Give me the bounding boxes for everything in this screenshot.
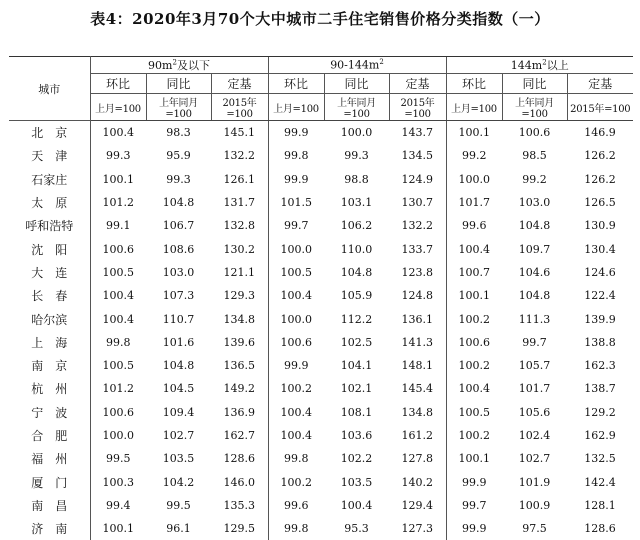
table-row	[9, 354, 633, 377]
city-name: 石家庄	[9, 168, 90, 191]
index-value: 134.8	[211, 307, 268, 330]
index-value: 140.2	[389, 470, 446, 493]
index-value: 99.5	[90, 447, 146, 470]
index-value: 121.1	[211, 261, 268, 284]
index-value: 100.7	[446, 261, 502, 284]
table-row	[9, 168, 633, 191]
index-value: 109.7	[502, 237, 567, 260]
index-value: 99.9	[268, 168, 324, 191]
city-name: 合 肥	[9, 424, 90, 447]
group-header-medium: $90-144m^2$	[268, 57, 446, 74]
index-value: 99.9	[268, 121, 324, 145]
index-value: 100.4	[90, 307, 146, 330]
index-value: 100.2	[268, 470, 324, 493]
index-value: 123.8	[389, 261, 446, 284]
index-value: 99.6	[268, 494, 324, 517]
index-value: 124.6	[567, 261, 633, 284]
subcol-yoy: 同比	[502, 74, 567, 94]
city-name: 长 春	[9, 284, 90, 307]
index-value: 100.6	[268, 331, 324, 354]
index-value: 99.7	[502, 331, 567, 354]
index-value: 127.8	[389, 447, 446, 470]
index-value: 102.4	[502, 424, 567, 447]
city-name: 太 原	[9, 191, 90, 214]
index-value: 104.1	[324, 354, 389, 377]
base-label-fixed: 2015年=100	[389, 94, 446, 121]
city-name: 杭 州	[9, 377, 90, 400]
index-value: 136.5	[211, 354, 268, 377]
table-row	[9, 447, 633, 470]
subcol-fixed-base: 定基	[211, 74, 268, 94]
index-value: 127.3	[389, 517, 446, 540]
index-value: 138.8	[567, 331, 633, 354]
index-value: 106.7	[146, 214, 211, 237]
subcol-fixed-base: 定基	[389, 74, 446, 94]
table-row	[9, 331, 633, 354]
index-value: 131.7	[211, 191, 268, 214]
index-value: 132.2	[389, 214, 446, 237]
index-value: 142.4	[567, 470, 633, 493]
index-value: 103.6	[324, 424, 389, 447]
table-row	[9, 424, 633, 447]
index-value: 100.4	[268, 424, 324, 447]
index-value: 122.4	[567, 284, 633, 307]
index-value: 100.0	[446, 168, 502, 191]
index-value: 100.4	[324, 494, 389, 517]
index-value: 100.0	[324, 121, 389, 145]
index-value: 100.0	[268, 237, 324, 260]
table-row	[9, 284, 633, 307]
index-value: 135.3	[211, 494, 268, 517]
index-value: 100.2	[446, 354, 502, 377]
index-value: 162.9	[567, 424, 633, 447]
index-value: 100.0	[268, 307, 324, 330]
index-value: 130.7	[389, 191, 446, 214]
index-value: 100.0	[90, 424, 146, 447]
index-value: 100.6	[90, 401, 146, 424]
table-row	[9, 237, 633, 260]
index-value: 107.3	[146, 284, 211, 307]
index-value: 100.6	[90, 237, 146, 260]
index-value: 99.7	[446, 494, 502, 517]
subcol-yoy: 同比	[146, 74, 211, 94]
index-value: 99.9	[268, 354, 324, 377]
index-value: 101.7	[446, 191, 502, 214]
price-index-table	[9, 56, 633, 540]
index-value: 99.6	[446, 214, 502, 237]
index-value: 146.9	[567, 121, 633, 145]
index-value: 100.4	[446, 237, 502, 260]
base-label-mom: 上月=100	[446, 94, 502, 121]
index-value: 110.7	[146, 307, 211, 330]
index-value: 100.4	[268, 284, 324, 307]
index-value: 104.8	[146, 191, 211, 214]
index-value: 99.7	[268, 214, 324, 237]
index-value: 106.2	[324, 214, 389, 237]
index-value: 100.5	[90, 354, 146, 377]
index-value: 105.9	[324, 284, 389, 307]
index-value: 99.3	[146, 168, 211, 191]
table-row	[9, 377, 633, 400]
city-name: 上 海	[9, 331, 90, 354]
index-value: 100.4	[446, 377, 502, 400]
city-name: 南 京	[9, 354, 90, 377]
index-value: 128.6	[567, 517, 633, 540]
index-value: 134.8	[389, 401, 446, 424]
index-value: 99.5	[146, 494, 211, 517]
index-value: 126.2	[567, 168, 633, 191]
index-value: 128.6	[211, 447, 268, 470]
index-value: 108.6	[146, 237, 211, 260]
index-value: 139.9	[567, 307, 633, 330]
index-value: 128.1	[567, 494, 633, 517]
city-name: 沈 阳	[9, 237, 90, 260]
index-value: 103.5	[324, 470, 389, 493]
index-value: 100.2	[446, 424, 502, 447]
index-value: 162.3	[567, 354, 633, 377]
index-value: 104.8	[502, 284, 567, 307]
index-value: 100.5	[268, 261, 324, 284]
index-value: 100.5	[446, 401, 502, 424]
index-value: 101.6	[146, 331, 211, 354]
city-name: 宁 波	[9, 401, 90, 424]
index-value: 98.8	[324, 168, 389, 191]
index-value: 101.7	[502, 377, 567, 400]
base-label-mom: 上月=100	[90, 94, 146, 121]
index-value: 100.2	[268, 377, 324, 400]
index-value: 132.5	[567, 447, 633, 470]
table-title: 表4：2020年3月70个大中城市二手住宅销售价格分类指数（一）	[0, 8, 640, 29]
index-value: 111.3	[502, 307, 567, 330]
table-row	[9, 261, 633, 284]
index-value: 101.5	[268, 191, 324, 214]
group-header-large: $144m^2$以上	[446, 57, 633, 74]
index-value: 100.1	[90, 168, 146, 191]
base-label-fixed: 2015年=100	[211, 94, 268, 121]
index-value: 101.2	[90, 377, 146, 400]
index-value: 102.5	[324, 331, 389, 354]
city-name: 福 州	[9, 447, 90, 470]
index-value: 110.0	[324, 237, 389, 260]
table-row	[9, 517, 633, 540]
index-value: 102.7	[146, 424, 211, 447]
index-value: 97.5	[502, 517, 567, 540]
index-value: 100.2	[446, 307, 502, 330]
index-value: 98.5	[502, 144, 567, 167]
base-label-mom: 上月=100	[268, 94, 324, 121]
index-value: 129.2	[567, 401, 633, 424]
index-value: 126.1	[211, 168, 268, 191]
index-value: 100.6	[502, 121, 567, 145]
index-value: 96.1	[146, 517, 211, 540]
city-name: 济 南	[9, 517, 90, 540]
index-value: 124.9	[389, 168, 446, 191]
index-value: 145.1	[211, 121, 268, 145]
index-value: 99.3	[90, 144, 146, 167]
index-value: 100.1	[446, 447, 502, 470]
index-value: 126.5	[567, 191, 633, 214]
index-value: 103.5	[146, 447, 211, 470]
index-value: 99.4	[90, 494, 146, 517]
index-value: 124.8	[389, 284, 446, 307]
index-value: 100.4	[90, 121, 146, 145]
table-row	[9, 307, 633, 330]
index-value: 104.5	[146, 377, 211, 400]
index-value: 132.2	[211, 144, 268, 167]
index-value: 99.3	[324, 144, 389, 167]
city-name: 南 昌	[9, 494, 90, 517]
city-column-header: 城市	[9, 57, 90, 121]
index-value: 143.7	[389, 121, 446, 145]
index-value: 146.0	[211, 470, 268, 493]
index-value: 102.2	[324, 447, 389, 470]
index-value: 126.2	[567, 144, 633, 167]
index-value: 95.9	[146, 144, 211, 167]
index-value: 105.6	[502, 401, 567, 424]
index-value: 138.7	[567, 377, 633, 400]
index-value: 130.4	[567, 237, 633, 260]
index-value: 139.6	[211, 331, 268, 354]
base-label-yoy: 上年同月=100	[146, 94, 211, 121]
index-value: 129.4	[389, 494, 446, 517]
subcol-fixed-base: 定基	[567, 74, 633, 94]
index-value: 105.7	[502, 354, 567, 377]
city-name: 呼和浩特	[9, 214, 90, 237]
index-value: 104.8	[502, 214, 567, 237]
index-value: 100.5	[90, 261, 146, 284]
table-row	[9, 214, 633, 237]
index-value: 101.2	[90, 191, 146, 214]
group-header-small: $90m^2$及以下	[90, 57, 268, 74]
index-value: 130.9	[567, 214, 633, 237]
index-value: 136.1	[389, 307, 446, 330]
index-value: 102.1	[324, 377, 389, 400]
index-value: 145.4	[389, 377, 446, 400]
index-value: 104.6	[502, 261, 567, 284]
index-value: 99.9	[446, 517, 502, 540]
index-value: 104.2	[146, 470, 211, 493]
base-label-fixed: 2015年=100	[567, 94, 633, 121]
city-name: 厦 门	[9, 470, 90, 493]
index-value: 100.1	[446, 284, 502, 307]
city-name: 天 津	[9, 144, 90, 167]
table-row	[9, 401, 633, 424]
index-value: 103.0	[146, 261, 211, 284]
index-value: 99.2	[446, 144, 502, 167]
table-row	[9, 121, 633, 145]
index-value: 100.3	[90, 470, 146, 493]
table-row	[9, 191, 633, 214]
index-value: 99.8	[268, 517, 324, 540]
index-value: 101.9	[502, 470, 567, 493]
index-value: 148.1	[389, 354, 446, 377]
index-value: 109.4	[146, 401, 211, 424]
index-value: 100.1	[90, 517, 146, 540]
index-value: 129.5	[211, 517, 268, 540]
subcol-mom: 环比	[90, 74, 146, 94]
subcol-mom: 环比	[268, 74, 324, 94]
index-value: 149.2	[211, 377, 268, 400]
base-label-yoy: 上年同月=100	[502, 94, 567, 121]
index-value: 99.8	[268, 144, 324, 167]
subcol-yoy: 同比	[324, 74, 389, 94]
table-row	[9, 494, 633, 517]
table-row	[9, 144, 633, 167]
index-value: 129.3	[211, 284, 268, 307]
index-value: 103.0	[502, 191, 567, 214]
index-value: 99.2	[502, 168, 567, 191]
index-value: 104.8	[324, 261, 389, 284]
subcol-mom: 环比	[446, 74, 502, 94]
index-value: 100.4	[90, 284, 146, 307]
index-value: 162.7	[211, 424, 268, 447]
index-value: 99.8	[90, 331, 146, 354]
index-value: 133.7	[389, 237, 446, 260]
city-name: 大 连	[9, 261, 90, 284]
index-value: 100.9	[502, 494, 567, 517]
index-value: 99.9	[446, 470, 502, 493]
index-value: 103.1	[324, 191, 389, 214]
index-value: 108.1	[324, 401, 389, 424]
table-row	[9, 470, 633, 493]
index-value: 104.8	[146, 354, 211, 377]
index-value: 130.2	[211, 237, 268, 260]
index-value: 102.7	[502, 447, 567, 470]
index-value: 100.1	[446, 121, 502, 145]
base-label-yoy: 上年同月=100	[324, 94, 389, 121]
index-value: 100.6	[446, 331, 502, 354]
city-name: 哈尔滨	[9, 307, 90, 330]
index-value: 112.2	[324, 307, 389, 330]
index-value: 136.9	[211, 401, 268, 424]
index-value: 161.2	[389, 424, 446, 447]
index-value: 100.4	[268, 401, 324, 424]
index-value: 134.5	[389, 144, 446, 167]
index-value: 132.8	[211, 214, 268, 237]
index-value: 141.3	[389, 331, 446, 354]
index-value: 95.3	[324, 517, 389, 540]
table-body	[9, 121, 633, 540]
city-name: 北 京	[9, 121, 90, 145]
index-value: 99.8	[268, 447, 324, 470]
index-value: 98.3	[146, 121, 211, 145]
index-value: 99.1	[90, 214, 146, 237]
